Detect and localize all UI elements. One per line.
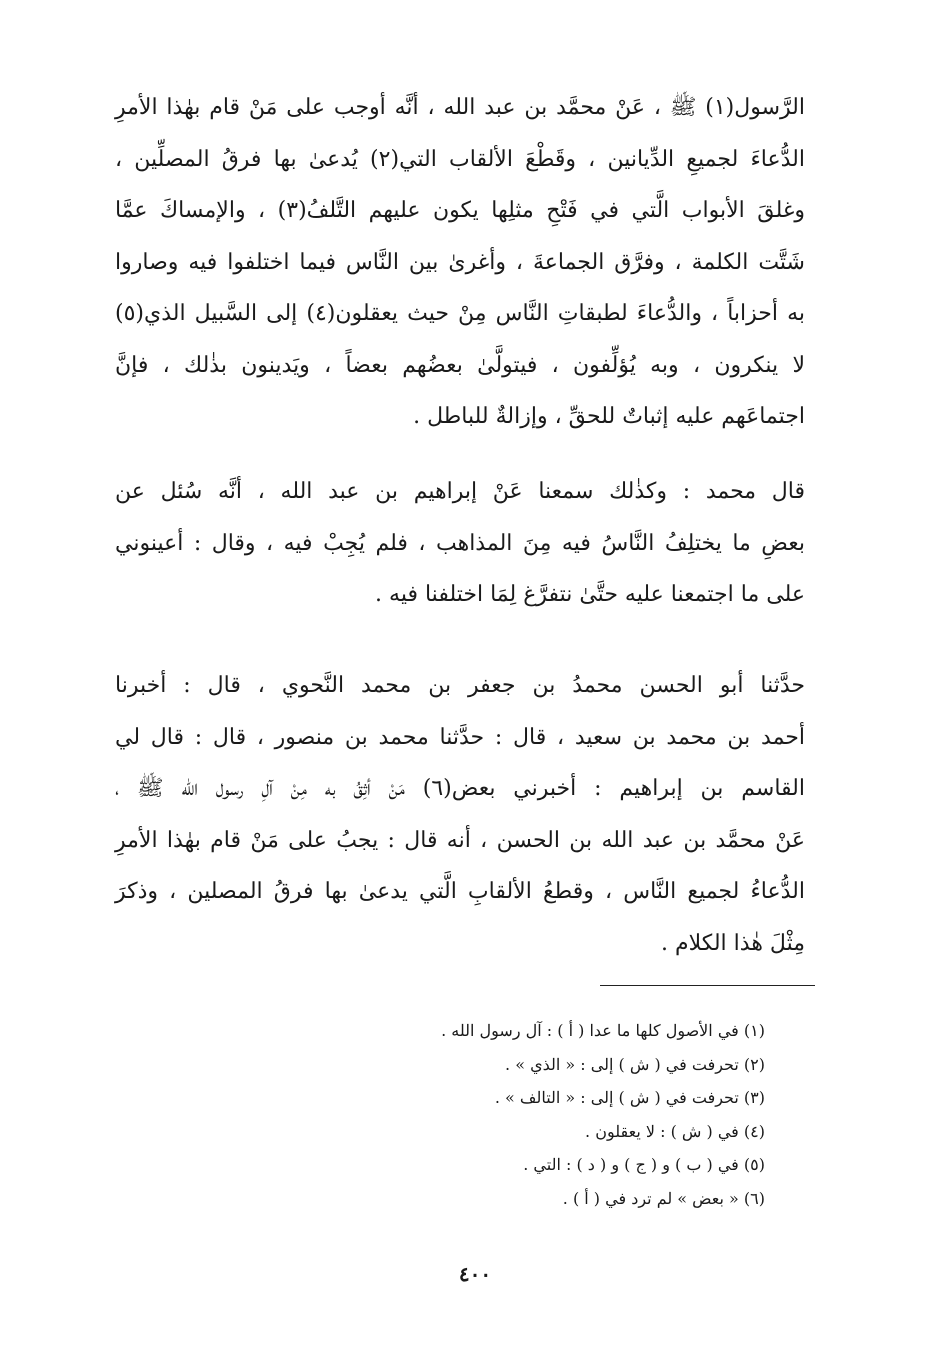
footnote-separator <box>600 985 815 986</box>
text-line: حدَّثنا أبو الحسن محمدُ بن جعفر بن محمد النَّحوي ، قال : أخبرنا <box>115 673 805 698</box>
main-paragraph-2 <box>115 466 805 621</box>
main-paragraph-3 <box>115 660 805 969</box>
text-line: وغلقَ الأبواب الَّتي في فَتْحِ مثلِها يكون عليهم التَّلفُ(٣) ، والإمساكَ عمَّا <box>115 198 805 223</box>
footnote-4: (٤) في ( ش ) : لا يعقلون . <box>585 1121 765 1141</box>
footnote-2: (٢) تحرفت في ( ش ) إلى : « الذي » . <box>505 1054 765 1074</box>
page-number: ٤٠٠ <box>458 1262 492 1286</box>
text-line: بعضِ ما يختلِفُ النَّاسُ فيه مِنَ المذاهب ، فلم يُجِبْ فيه ، وقال : أعينوني <box>115 530 805 556</box>
footnote-1: (١) في الأصول كلها ما عدا ( أ ) : آل رسول الله . <box>441 1021 765 1040</box>
text-line: على ما اجتمعنا عليه حتَّىٰ نتفرَّغ لِمَا اختلفنا فيه . <box>375 582 805 607</box>
text-line: القاسم بن إبراهيم : أخبرني بعض(٦) مَنْ أثِقُ به مِنْ آلِ رسول الله ﷺ ، <box>115 776 805 801</box>
text-line: اجتماعَهم عليه إثباتٌ للحقِّ ، وإزالةٌ للباطل . <box>413 404 805 429</box>
footnote-3: (٣) تحرفت في ( ش ) إلى : « التالف » . <box>494 1088 765 1107</box>
text-line: به أحزاباً ، والدُّعاءَ لطبقاتِ النَّاس مِنْ حيث يعقلون(٤) إلى السَّبيل الذي(٥) <box>115 301 806 326</box>
text-line: شَتَّت الكلمة ، وفرَّق الجماعةَ ، وأغرىٰ بين النَّاس فيما اختلفوا فيه وصاروا <box>115 249 805 275</box>
text-line: أحمد بن محمد بن سعيد ، قال : حدَّثنا محمد بن منصور ، قال : قال لي <box>115 724 805 750</box>
footnote-6: (٦) « بعض » لم ترد في ( أ ) . <box>562 1188 765 1208</box>
text-line: مِثْلَ هٰذا الكلام . <box>660 930 805 956</box>
text-line: الرَّسول(١) ﷺ ، عَنْ محمَّد بن عبد الله ، أنَّه أوجب على مَنْ قام بهٰذا الأمرِ <box>115 95 805 120</box>
text-line: عَنْ محمَّد بن عبد الله بن الحسن ، أنه قال : يجبُ على مَنْ قام بهٰذا الأمرِ <box>115 827 805 853</box>
footnote-5: (٥) في ( ب ) و ( ج ) و ( د ) : التي . <box>523 1155 765 1174</box>
text-line: الدُّعاءَ لجميعِ الدِّيانين ، وقَطْعَ الألقاب التي(٢) يُدعىٰ بها فرقُ المصلِّين ، <box>115 146 805 172</box>
main-paragraph-1 <box>115 82 805 443</box>
text-line: الدُّعاءُ لجميع النَّاس ، وقطعُ الألقابِ الَّتي يدعىٰ بها فرقُ المصلين ، وذكرَ <box>115 879 805 904</box>
footnotes <box>345 1014 765 1215</box>
text-line: قال محمد : وكذٰلك سمعنا عَنْ إبراهيم بن عبد الله ، أنَّه سُئل عن <box>115 479 805 504</box>
text-line: لا ينكرون ، وبه يُؤلِّفون ، فيتولَّىٰ بعضُهم بعضاً ، ويَدينون بذٰلك ، فإنَّ <box>115 352 805 378</box>
